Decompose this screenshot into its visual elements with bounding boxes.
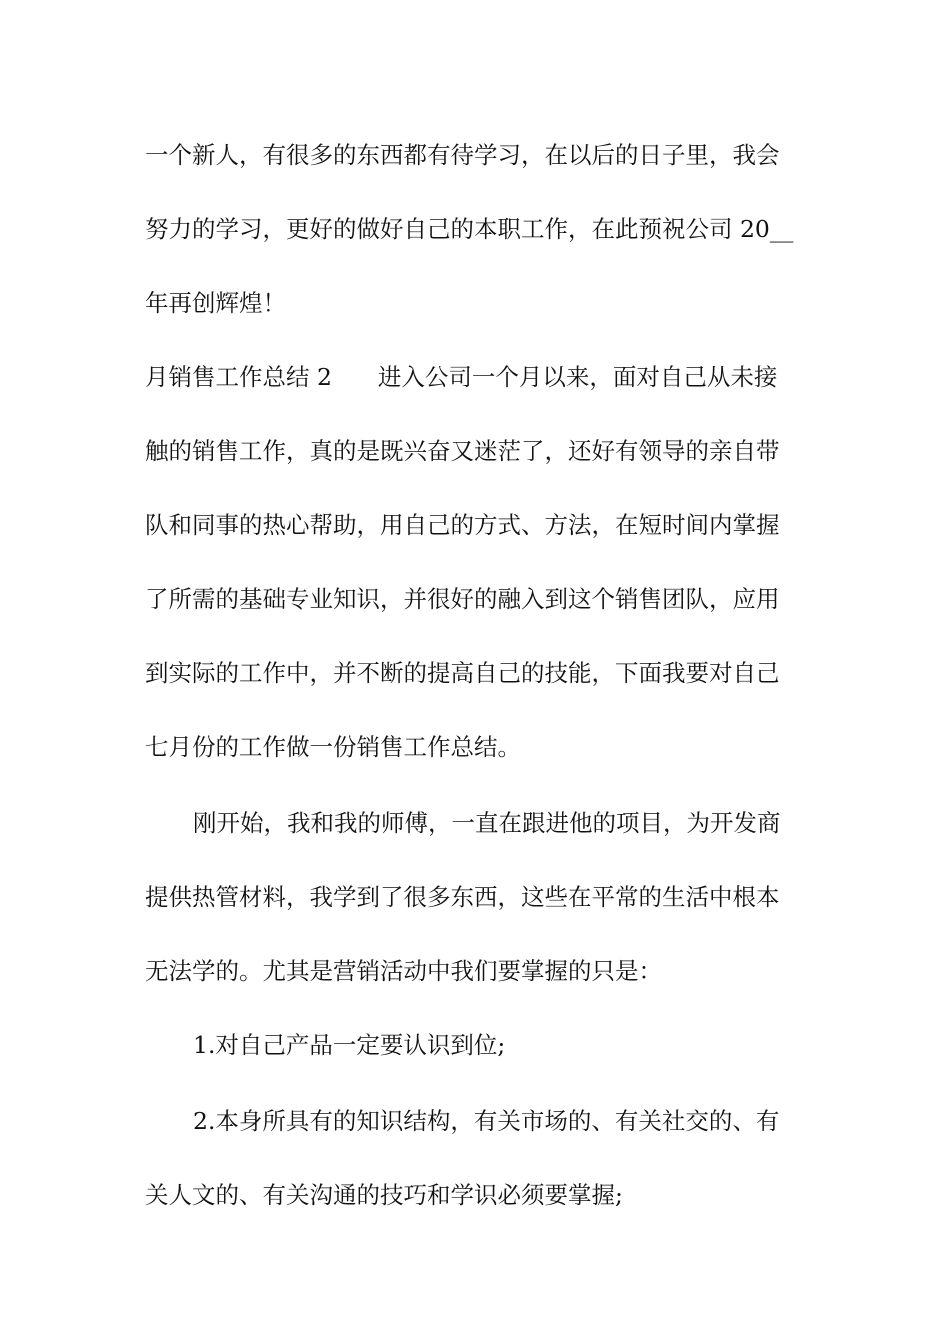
list-item-2-continuation: 关人文的、有关沟通的技巧和学识必须要掌握; <box>145 1181 623 1209</box>
list-item-1: 1.对自己产品一定要认识到位; <box>193 1031 506 1059</box>
section-heading: 月销售工作总结 2 <box>145 363 332 391</box>
text-line-8: 到实际的工作中，并不断的提高自己的技能，下面我要对自己 <box>145 659 780 687</box>
text-line-6: 队和同事的热心帮助，用自己的方式、方法，在短时间内掌握 <box>145 511 780 539</box>
section-heading-text: 进入公司一个月以来，面对自己从未接 <box>377 363 778 391</box>
section-heading-line <box>145 357 815 397</box>
text-line-7: 了所需的基础专业知识，并很好的融入到这个销售团队，应用 <box>145 585 780 613</box>
text-line-9: 七月份的工作做一份销售工作总结。 <box>145 733 521 761</box>
list-item-2: 2.本身所具有的知识结构，有关市场的、有关社交的、有 <box>193 1107 780 1135</box>
text-line-2: 努力的学习，更好的做好自己的本职工作，在此预祝公司 20__ <box>145 215 794 243</box>
text-line-12: 无法学的。尤其是营销活动中我们要掌握的只是： <box>145 957 662 985</box>
text-line-10: 刚开始，我和我的师傅，一直在跟进他的项目，为开发商 <box>193 809 781 837</box>
text-line-11: 提供热管材料，我学到了很多东西，这些在平常的生活中根本 <box>145 883 780 911</box>
text-line-3: 年再创辉煌！ <box>145 289 286 317</box>
text-line-1: 一个新人，有很多的东西都有待学习，在以后的日子里，我会 <box>145 141 780 169</box>
text-line-5: 触的销售工作，真的是既兴奋又迷茫了，还好有领导的亲自带 <box>145 437 780 465</box>
